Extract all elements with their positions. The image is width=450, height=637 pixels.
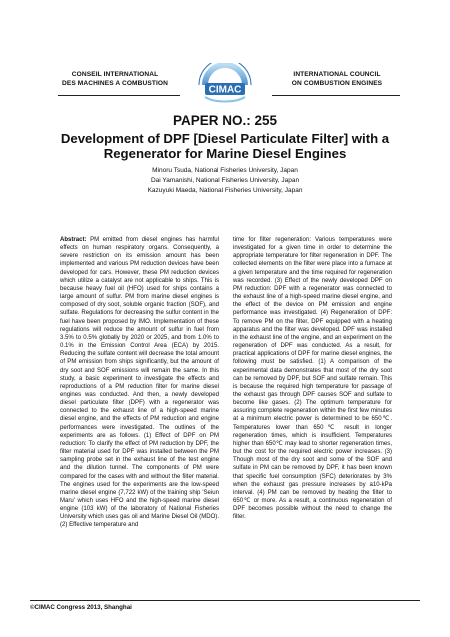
header-rule-left bbox=[58, 95, 180, 96]
cimac-logo bbox=[195, 63, 255, 103]
footer-rule bbox=[30, 600, 420, 601]
author-line: Kazuyuki Maeda, National Fisheries University, Japan bbox=[147, 186, 303, 194]
logo-arc bbox=[205, 65, 245, 85]
logo-text: CIMAC bbox=[208, 84, 242, 96]
abstract-heading: Abstract: bbox=[60, 237, 87, 243]
author-list bbox=[0, 166, 450, 195]
header-org-english-line2: ON COMBUSTION ENGINES bbox=[291, 80, 383, 87]
header-org-french-line1: CONSEIL INTERNATIONAL bbox=[71, 71, 159, 78]
author-line: Minoru Tsuda, National Fisheries University, Japan bbox=[152, 167, 298, 174]
header-org-french bbox=[55, 70, 175, 88]
header-org-english-line1: INTERNATIONAL COUNCIL bbox=[293, 71, 381, 78]
footer-copyright: ©CIMAC Congress 2013, Shanghai bbox=[30, 604, 132, 611]
abstract-column-left bbox=[60, 236, 219, 530]
paper-title: Development of DPF [Diesel Particulate Filter] with a Regenerator for Marine Diesel Engines bbox=[60, 131, 390, 161]
abstract-text-left: PM emitted from diesel engines has harmful effects on human respiratory organs. Consequently, a severe restriction on its emission amount has been implemented and various PM reduction devices have been developed for cars. However, these PM reduction devices which utilize a catalyst are not applicable to ships. This is because heavy fuel oil (HFO) used for ships contains a large amount of sulfur. PM from marine diesel engines is composed of dry soot, soluble organic fraction (SOF), and sulfate. Regulations for decreasing the sulfur content in the fuel have been proposed by IMO. Implementation of these regulations will reduce the amount of sulfur in fuel from 3.5% to 0.5% globally by 2020 or 2025, and from 1.0% to 0.1% in the Emission Control Area (ECA) by 2015. Reducing the sulfate content will decrease the total amount of PM emission from ships significantly, but the amount of dry soot and SOF emissions will remain the same. In this study, a basic experiment to investigate the effects and reproductions of a PM reduction filter for marine diesel engines was conducted. And then, a newly developed diesel particulate filter (DPF) with a regenerator was connected to the exhaust line of a high-speed marine diesel engine, and the effects of PM reduction and engine performances were investigated. The outlines of the experiments are as follows. (1) Effect of DPF on PM reduction: To clarify the effect of PM reduction by DPF, the filter material used for DPF was installed between the PM sampling probe set in the exhaust line of the test engine and the dilution tunnel. The components of PM were compared for the cases with and without the filter material. The engines used for the experiments are the low-speed marine diesel engine (7,722 kW) of the training ship 'Seiun Maru' which uses HFO and the high-speed marine diesel engine (103 kW) of the laboratory of National Fisheries University which uses gas oil and Marine Diesel Oil (MDO). (2) Effective temperature and bbox=[60, 237, 219, 529]
header-rule-right bbox=[272, 95, 400, 96]
abstract-column-right bbox=[233, 236, 392, 521]
paper-number: PAPER NO.: 255 bbox=[172, 113, 278, 128]
author-line: Dai Yamanishi, National Fisheries University, Japan bbox=[150, 176, 300, 184]
abstract-text-right: time for filter regeneration: Various temperatures were investigated for a given time in order to determine the appropriate temperature for filter regeneration in DPF. The collected elements on the filter were place into a furnace at a given temperature and the time required for regeneration was recorded. (3) Effect of the newly developed DPF on PM reduction: DPF with a regenerator was connected to the exhaust line of a high-speed marine diesel engine, and the effect of the device on PM emission and engine performance was investigated. (4) Regeneration of DPF: To remove PM on the filter, DPF equipped with a heating apparatus and the filter was developed. DPF was installed in the exhaust line of the engine, and an experiment on the regeneration of DPF was conducted. As a result, for practical applications of DPF for marine diesel engines, the following must be satisfied. (1) A comparison of the experimental data demonstrates that most of the dry soot can be removed by DPF, but SOF and sulfate remain. This is because the required high temperature for passage of the exhaust gas through DPF causes SOF and sulfate to become like gases. (2) The optimum temperature for assuring complete regeneration within the first few minutes at a minimum electric power is determined to be 650℃. Temperatures lower than 650℃ result in longer regeneration times, which is insufficient. Temperatures higher than 650℃ may lead to shorter regeneration times, but the cost for the required electric power increases. (3) Though most of the dry soot and some of the SOF and sulfate in PM can be removed by DPF, it has been known that specific fuel consumption (SFC) deteriorates by 3% when the exhaust gas pressure increases by a10-kPa interval. (4) PM can be removed by heating the filter to 650℃ or more. As a result, a continuous regeneration of DPF becomes possible without the need to change the filter. bbox=[233, 237, 392, 521]
header-org-french-line2: DES MACHINES A COMBUSTION bbox=[61, 80, 169, 87]
logo-base-arc bbox=[205, 97, 245, 101]
header-org-english bbox=[272, 70, 402, 88]
